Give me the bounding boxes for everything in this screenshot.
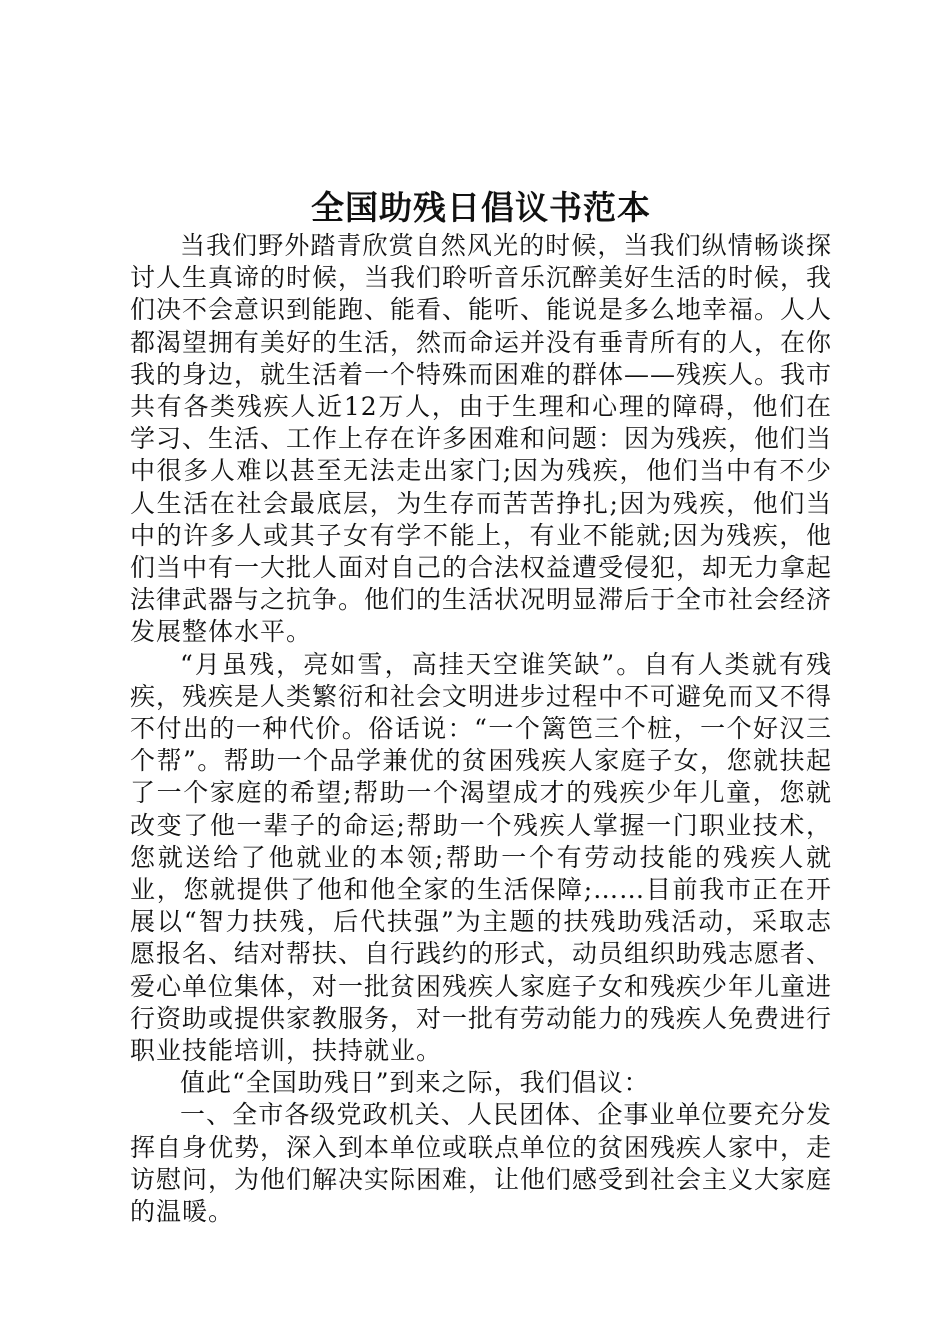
- paragraph-intro: 当我们野外踏青欣赏自然风光的时候，当我们纵情畅谈探讨人生真谛的时候，当我们聆听音乐沉醉美好生活的时候，我们决不会意识到能跑、能看、能听、能说是多么地幸福。人人都渴望拥有美好的生活，然而命运并没有垂青所有的人，在你我的身边，就生活着一个特殊而困难的群体——残疾人。我市共有各类残疾人近12万人，由于生理和心理的障碍，他们在学习、生活、工作上存在许多困难和问题：因为残疾，他们当中很多人难以甚至无法走出家门;因为残疾，他们当中有不少人生活在社会最底层，为生存而苦苦挣扎;因为残疾，他们当中的许多人或其子女有学不能上，有业不能就;因为残疾，他们当中有一大批人面对自己的合法权益遭受侵犯，却无力拿起法律武器与之抗争。他们的生活状况明显滞后于全市社会经济发展整体水平。: [130, 231, 833, 647]
- paragraph-proposal-lead: 值此“全国助残日”到来之际，我们倡议：: [180, 1068, 650, 1098]
- document-page: [130, 188, 832, 1228]
- document-title: 全国助残日倡议书范本: [311, 188, 651, 227]
- paragraph-proposal-one: 一、全市各级党政机关、人民团体、企事业单位要充分发挥自身优势，深入到本单位或联点单位的贫困残疾人家中，走访慰问，为他们解决实际困难，让他们感受到社会主义大家庭的温暖。: [130, 1100, 833, 1227]
- paragraph-appeal: “月虽残，亮如雪，高挂天空谁笑缺”。自有人类就有残疾，残疾是人类繁衍和社会文明进步过程中不可避免而又不得不付出的一种代价。俗话说：“一个篱笆三个桩，一个好汉三个帮”。帮助一个品学兼优的贫困残疾人家庭子女，您就扶起了一个家庭的希望;帮助一个渴望成才的残疾少年儿童，您就改变了他一辈子的命运;帮助一个残疾人掌握一门职业技术，您就送给了他就业的本领;帮助一个有劳动技能的残疾人就业，您就提供了他和他全家的生活保障;……目前我市正在开展以“智力扶残，后代扶强”为主题的扶残助残活动，采取志愿报名、结对帮扶、自行践约的形式，动员组织助残志愿者、爱心单位集体，对一批贫困残疾人家庭子女和残疾少年儿童进行资助或提供家教服务，对一批有劳动能力的残疾人免费进行职业技能培训，扶持就业。: [130, 649, 833, 1066]
